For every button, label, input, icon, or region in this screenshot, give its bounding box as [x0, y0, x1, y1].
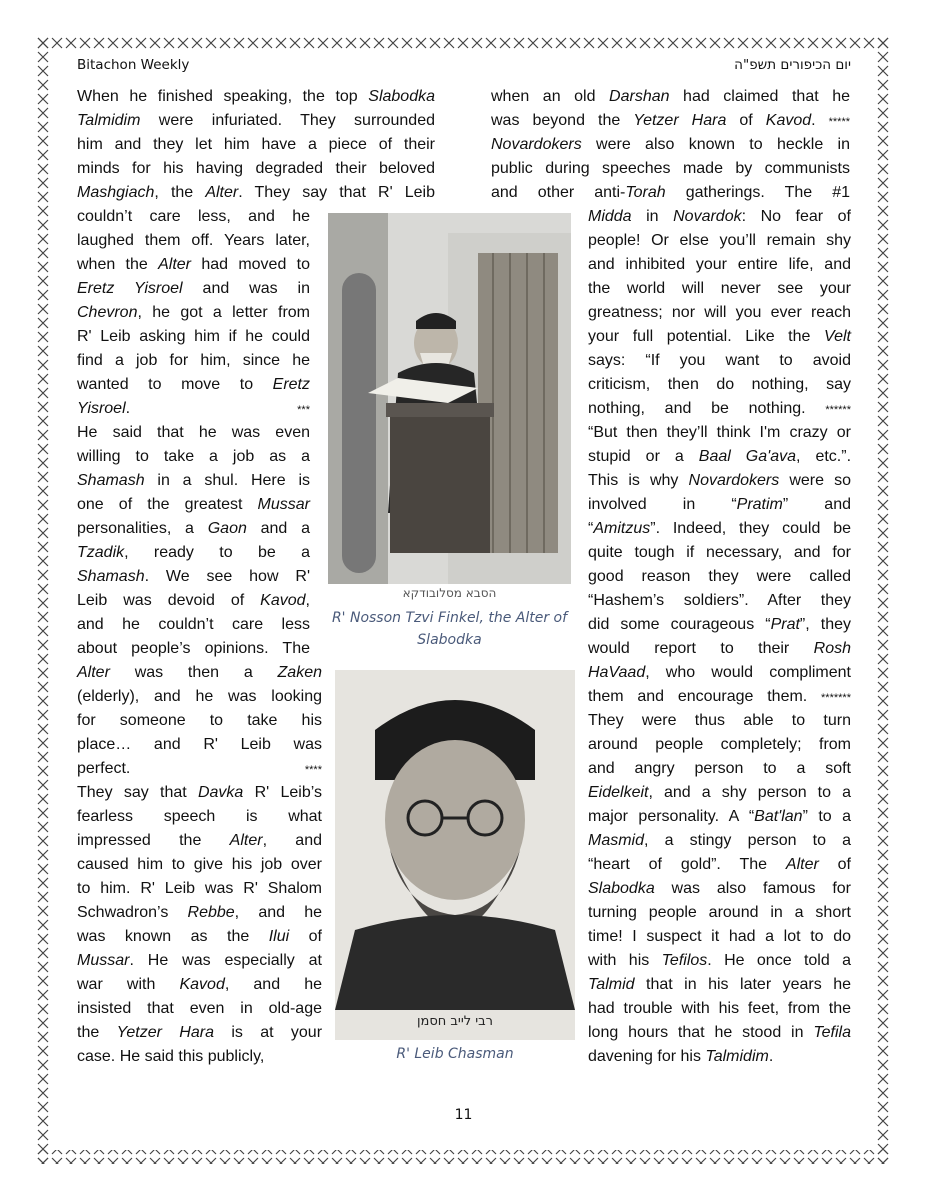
col1-line: Mussar. He was especially at — [77, 952, 322, 969]
col2-line: long hours that he stood in Tefila — [588, 1024, 851, 1041]
col2-line: criticism, then do nothing, say — [588, 376, 851, 393]
col2-line: “heart of gold”. The Alter of — [588, 856, 851, 873]
col1-line: fearless speech is what — [77, 808, 322, 825]
col1-line: When he finished speaking, the top Slabodka — [77, 88, 435, 105]
col2-line: the world will never see your — [588, 280, 851, 297]
col2-line: good reason they were called — [588, 568, 851, 585]
col1-line: Alter was then a Zaken — [77, 664, 322, 681]
col1-line: to him. R' Leib was R' Shalom — [77, 880, 322, 897]
header-publication-title: Bitachon Weekly — [77, 57, 190, 73]
col1-line: Shamash. We see how R' — [77, 568, 310, 585]
col1-line: Chevron, he got a letter from — [77, 304, 310, 321]
header-date: יום הכיפורים תשפ"ה — [734, 57, 851, 73]
col2-line: your full potential. Like the Velt — [588, 328, 851, 345]
col2-line: was beyond the Yetzer Hara of Kavod. ***** — [491, 112, 851, 129]
col1-line: They say that Davka R' Leib’s — [77, 784, 322, 801]
col2-line: Slabodka was also famous for — [588, 880, 851, 897]
col2-line: them and encourage them. ******* — [588, 688, 851, 705]
col2-line: with his Tefilos. He once told a — [588, 952, 851, 969]
col1-line: the Yetzer Hara is at your — [77, 1024, 323, 1041]
col1-line: insisted that even in old-age — [77, 1000, 322, 1017]
photo2-hebrew-caption: רבי לייב חסמן — [416, 1014, 494, 1029]
col2-line: around people completely; from — [588, 736, 851, 753]
col1-line: Yisroel. *** — [77, 400, 310, 417]
col2-line: “But then they’ll think I'm crazy or — [588, 424, 851, 441]
col2-line: and angry person to a soft — [588, 760, 851, 777]
col2-line: when an old Darshan had claimed that he — [491, 88, 851, 105]
col2-line: time! I suspect it had a lot to do — [588, 928, 851, 945]
col2-line: would report to their Rosh — [588, 640, 851, 657]
col1-line: Tzadik, ready to be a — [77, 544, 310, 561]
col2-line: says: “If you want to avoid — [588, 352, 851, 369]
col1-line: couldn’t care less, and he — [77, 208, 310, 225]
col2-line: Talmid that in his later years he — [588, 976, 851, 993]
col2-line: people! Or else you’ll remain shy — [588, 232, 851, 249]
col1-line: perfect. **** — [77, 760, 322, 777]
photo-alter-of-slabodka — [328, 213, 571, 584]
col2-line: Eidelkeit, and a shy person to a — [588, 784, 851, 801]
col1-line: Schwadron’s Rebbe, and he — [77, 904, 322, 921]
photo-leib-chasman — [335, 670, 575, 1040]
col2-line: davening for his Talmidim. — [588, 1048, 774, 1065]
col1-line: minds for his having degraded their beloved — [77, 160, 435, 177]
col1-line: and he couldn’t care less — [77, 616, 310, 633]
col1-line: Shamash in a shul. Here is — [77, 472, 310, 489]
col2-line: They were thus able to turn — [588, 712, 851, 729]
photo1-hebrew-caption: הסבא מסלובודקא — [402, 586, 497, 600]
col1-line: was known as the Ilui of — [77, 928, 323, 945]
col2-line: Masmid, a stingy person to a — [588, 832, 851, 849]
col1-line: impressed the Alter, and — [77, 832, 323, 849]
col2-line: did some courageous “Prat”, they — [588, 616, 851, 633]
col1-line: Leib was devoid of Kavod, — [77, 592, 310, 609]
col2-line: turning people around in a short — [588, 904, 851, 921]
col1-line: personalities, a Gaon and a — [77, 520, 310, 537]
col1-line: caused him to give his job over — [77, 856, 322, 873]
col1-line: R' Leib asking him if he could — [77, 328, 310, 345]
col1-line: Mashgiach, the Alter. They say that R' Leib — [77, 184, 435, 201]
col2-line: and other anti-Torah gatherings. The #1 — [491, 184, 850, 201]
col2-line: Novardokers were also known to heckle in — [491, 136, 850, 153]
col2-line: and inhibited your entire life, and — [588, 256, 851, 273]
col1-line: laughed them off. Years later, — [77, 232, 310, 249]
col2-line: greatness; nor will you ever reach — [588, 304, 851, 321]
col1-line: find a job for him, since he — [77, 352, 310, 369]
col2-line: quite tough if necessary, and for — [588, 544, 851, 561]
col1-line: willing to take a job as a — [77, 448, 310, 465]
col1-line: for someone to take his — [77, 712, 322, 729]
col1-line: one of the greatest Mussar — [77, 496, 310, 513]
photo1-caption-line2: Slabodka — [417, 632, 482, 648]
col1-line: about people’s opinions. The — [77, 640, 310, 657]
col2-line: had trouble with his feet, from the — [588, 1000, 851, 1017]
col2-line: nothing, and be nothing. ****** — [588, 400, 851, 417]
col1-line: Talmidim were infuriated. They surrounded — [77, 112, 435, 129]
col2-line: stupid or a Baal Ga'ava, etc.”. — [588, 448, 852, 465]
photo1-caption-line1: R' Nosson Tzvi Finkel, the Alter of — [331, 610, 568, 626]
page-number: 11 — [454, 1107, 473, 1123]
col2-line: “Hashem’s soldiers”. After they — [588, 592, 851, 609]
col1-line: him and they let him have a piece of their — [77, 136, 435, 153]
col1-line: place… and R' Leib was — [77, 736, 322, 753]
col1-line: when the Alter had moved to — [77, 256, 310, 273]
col1-line: war with Kavod, and he — [77, 976, 323, 993]
col1-line: Eretz Yisroel and was in — [77, 280, 310, 297]
col2-line: This is why Novardokers were so — [588, 472, 852, 489]
photo2-caption: R' Leib Chasman — [396, 1046, 514, 1062]
col2-line: “Amitzus”. Indeed, they could be — [588, 520, 851, 537]
col1-line: He said that he was even — [77, 424, 310, 441]
col1-line: wanted to move to Eretz — [77, 376, 310, 393]
col2-line: HaVaad, who would compliment — [588, 664, 851, 681]
col2-line: involved in “Pratim” and — [588, 496, 851, 513]
col2-line: public during speeches made by communists — [491, 160, 850, 177]
col1-line: case. He said this publicly, — [77, 1048, 265, 1065]
col2-line: Midda in Novardok: No fear of — [588, 208, 852, 225]
col2-line: major personality. A “Bat'lan” to a — [588, 808, 851, 825]
col1-line: (elderly), and he was looking — [77, 688, 322, 705]
